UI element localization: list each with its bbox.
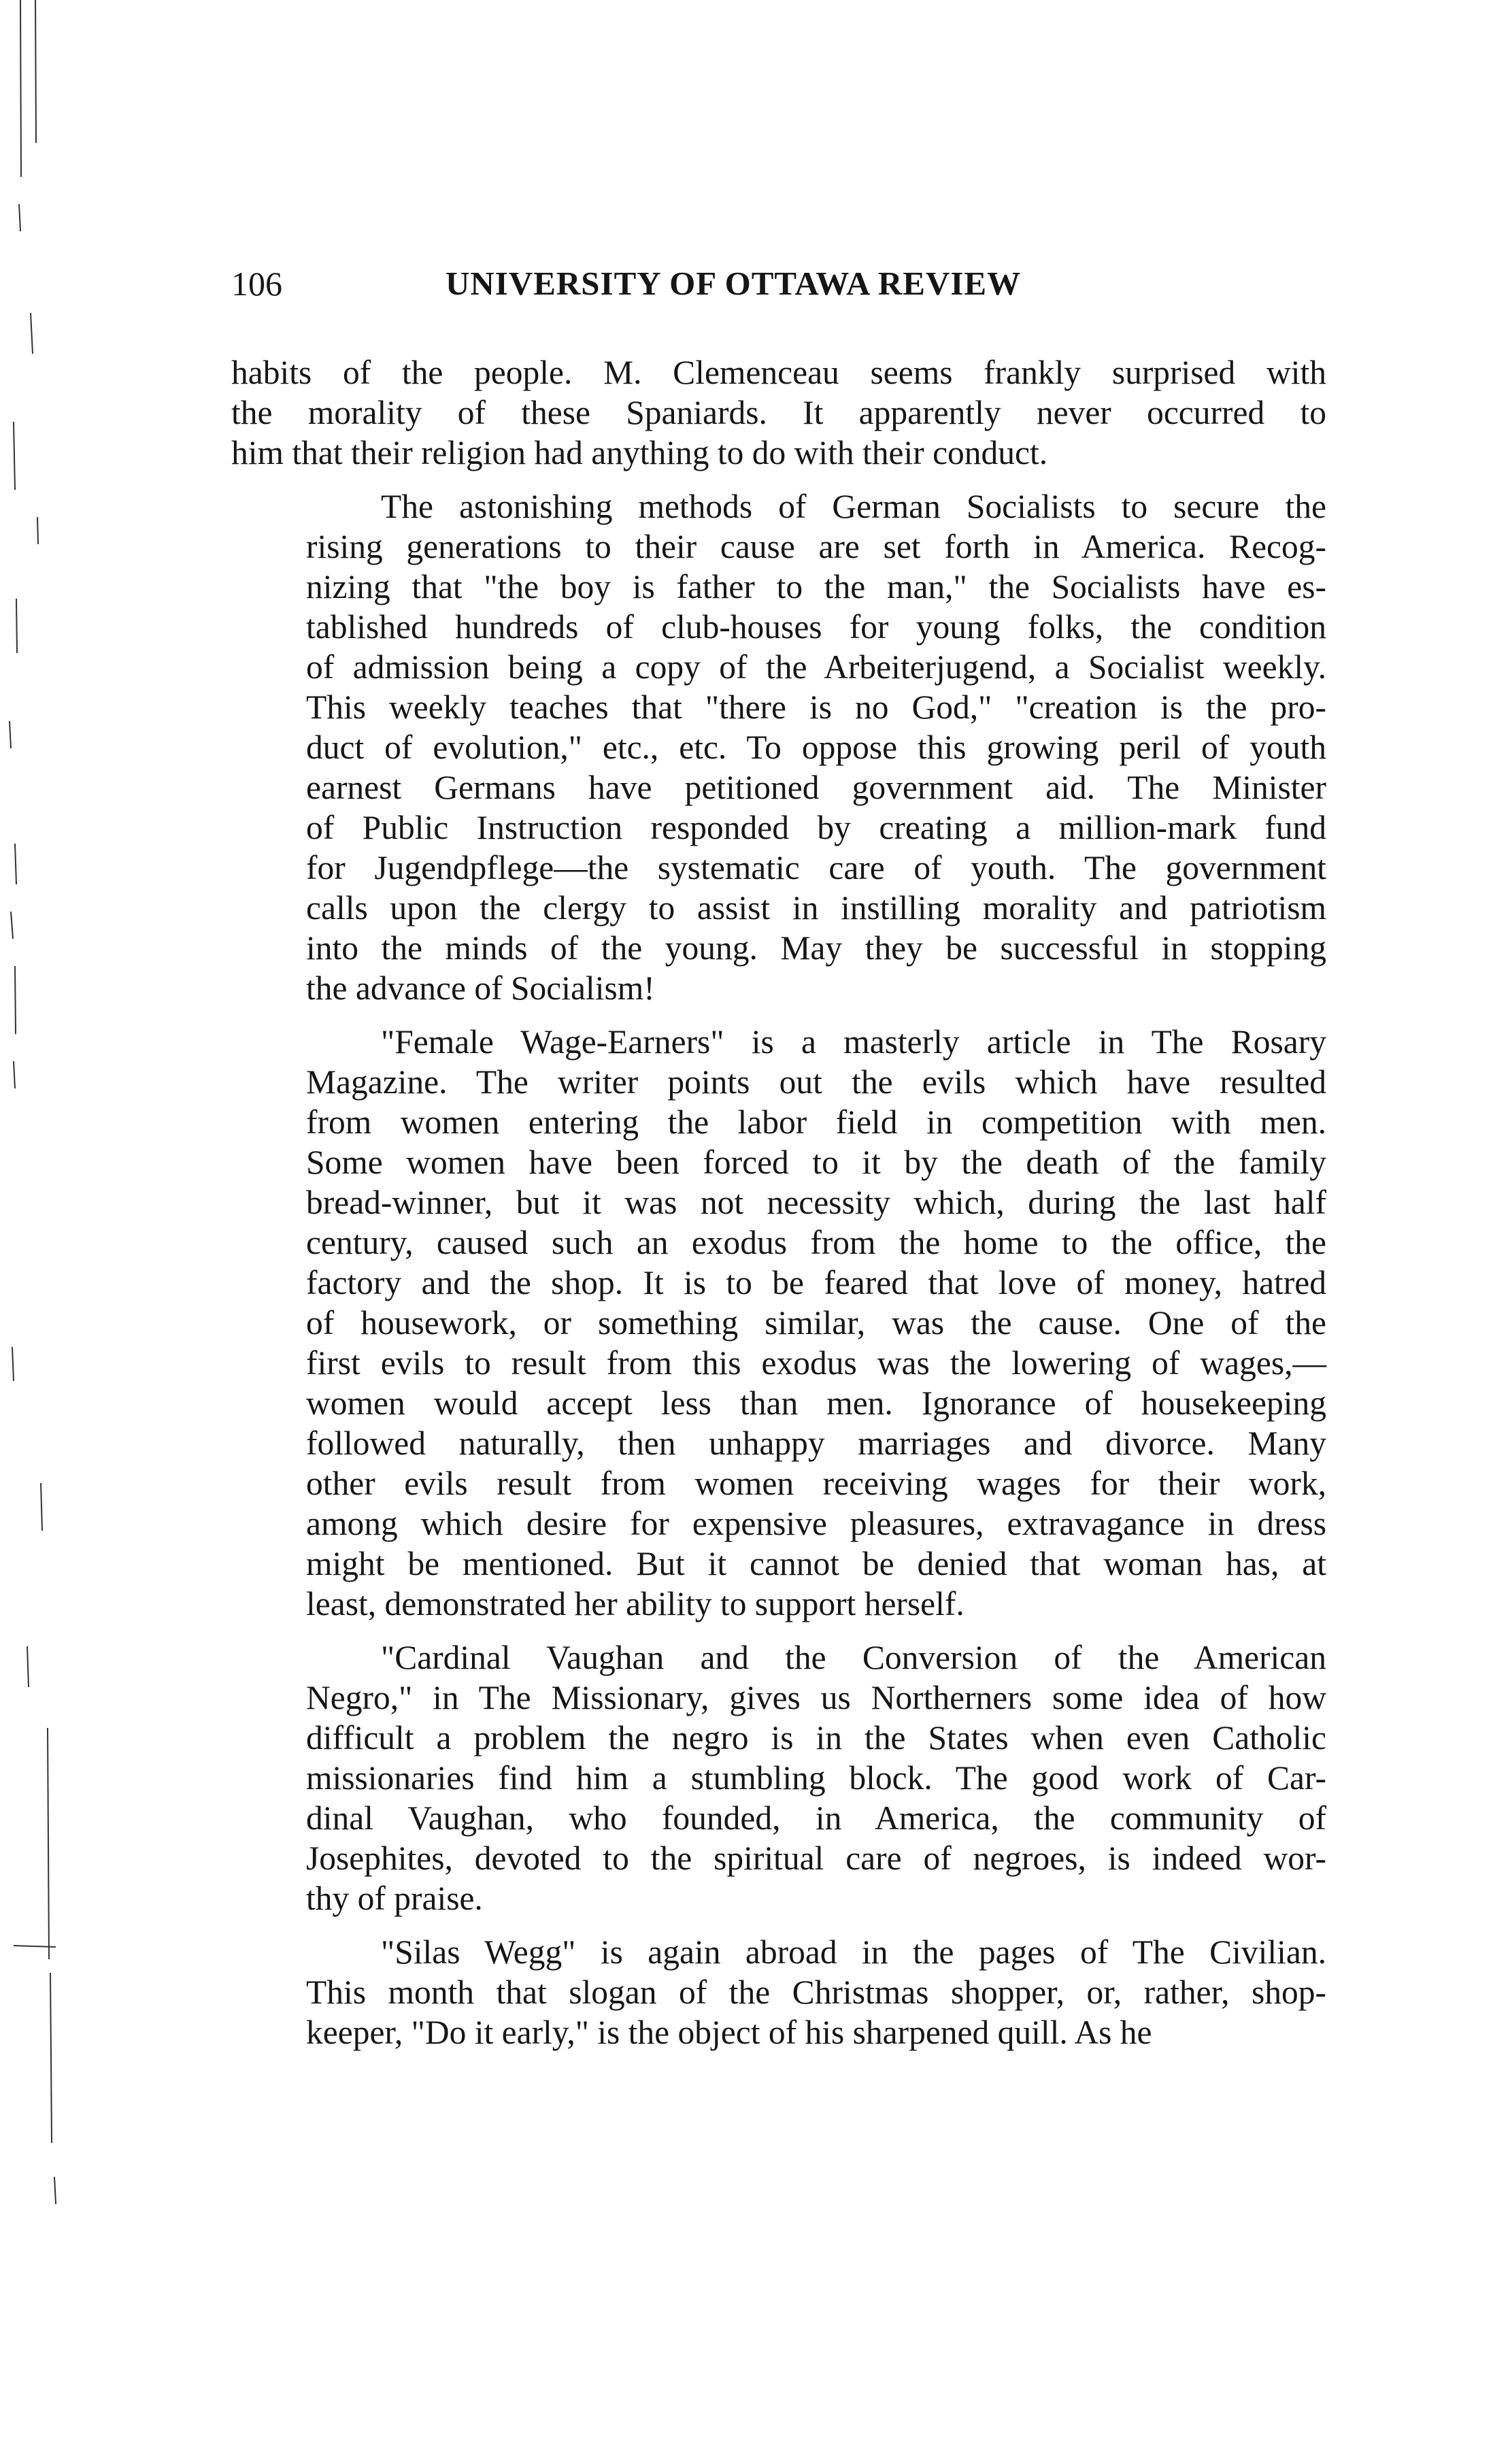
paragraph — [231, 1022, 1326, 1624]
text-line: the morality of these Spaniards. It apparently never occurred to — [231, 394, 1326, 431]
paragraph — [231, 1637, 1326, 1918]
text-line: of admission being a copy of the Arbeiterjugend, a Socialist weekly. — [306, 648, 1326, 686]
text-line: rising generations to their cause are set forth in America. Recog- — [306, 528, 1326, 565]
text-line: habits of the people. M. Clemenceau seems frankly surprised with — [231, 354, 1326, 391]
text-line: him that their religion had anything to do with their conduct. — [231, 434, 1048, 471]
text-line: This weekly teaches that "there is no God," "creation is the pro- — [306, 688, 1326, 726]
text-line: duct of evolution," etc., etc. To oppose this growing peril of youth — [306, 729, 1326, 766]
text-line: followed naturally, then unhappy marriages and divorce. Many — [306, 1425, 1326, 1462]
text-line: Negro," in The Missionary, gives us Northerners some idea of how — [306, 1679, 1326, 1716]
paragraph — [231, 486, 1326, 1008]
text-line: might be mentioned. But it cannot be denied that woman has, at — [306, 1545, 1326, 1582]
scan-margin-marks — [0, 0, 65, 2464]
text-line: earnest Germans have petitioned government aid. The Minister — [306, 769, 1326, 806]
journal-title: UNIVERSITY OF OTTAWA REVIEW — [446, 265, 1022, 302]
text-line: "Female Wage-Earners" is a masterly article in The Rosary — [381, 1023, 1326, 1061]
text-line: "Cardinal Vaughan and the Conversion of the American — [381, 1639, 1326, 1676]
text-line: This month that slogan of the Christmas shopper, or, rather, shop- — [306, 1974, 1326, 2011]
text-line: keeper, "Do it early," is the object of his sharpened quill. As he — [306, 2014, 1152, 2051]
text-line: nizing that "the boy is father to the man," the Socialists have es- — [306, 568, 1326, 605]
text-line: among which desire for expensive pleasures, extravagance in dress — [306, 1505, 1326, 1542]
text-line: calls upon the clergy to assist in instilling morality and patriotism — [306, 889, 1326, 927]
text-line: missionaries find him a stumbling block. The good work of Car- — [306, 1759, 1326, 1797]
text-line: Magazine. The writer points out the evils which have resulted — [306, 1063, 1326, 1101]
text-line: Josephites, devoted to the spiritual care of negroes, is indeed wor- — [306, 1839, 1326, 1877]
text-line: difficult a problem the negro is in the States when even Catholic — [306, 1719, 1326, 1757]
text-line: dinal Vaughan, who founded, in America, the community of — [306, 1799, 1326, 1837]
text-line: bread-winner, but it was not necessity which, during the last half — [306, 1184, 1326, 1221]
text-line: into the minds of the young. May they be successful in stopping — [306, 929, 1326, 967]
text-line: of Public Instruction responded by creating a million-mark fund — [306, 809, 1326, 846]
text-line: the advance of Socialism! — [306, 969, 655, 1007]
text-line: women would accept less than men. Ignorance of housekeeping — [306, 1384, 1326, 1422]
running-head — [231, 259, 1326, 320]
text-line: for Jugendpflege—the systematic care of youth. The government — [306, 849, 1326, 886]
text-line: other evils result from women receiving wages for their work, — [306, 1465, 1326, 1502]
text-line: thy of praise. — [306, 1880, 483, 1917]
text-line: century, caused such an exodus from the home to the office, the — [306, 1224, 1326, 1261]
text-line: of housework, or something similar, was the cause. One of the — [306, 1304, 1326, 1342]
article-body — [231, 352, 1326, 2052]
paragraph — [231, 352, 1326, 473]
text-line: Some women have been forced to it by the death of the family — [306, 1144, 1326, 1181]
paragraph — [231, 1932, 1326, 2052]
text-line: "Silas Wegg" is again abroad in the pages of The Civilian. — [381, 1933, 1326, 1971]
page — [231, 259, 1326, 2066]
page-number: 106 — [231, 265, 282, 303]
text-line: first evils to result from this exodus was the lowering of wages,— — [306, 1344, 1326, 1382]
text-line: least, demonstrated her ability to support herself. — [306, 1585, 964, 1622]
text-line: factory and the shop. It is to be feared that love of money, hatred — [306, 1264, 1326, 1301]
text-line: from women entering the labor field in competition with men. — [306, 1103, 1326, 1141]
text-line: The astonishing methods of German Socialists to secure the — [381, 488, 1326, 525]
text-line: tablished hundreds of club-houses for young folks, the condition — [306, 608, 1326, 646]
